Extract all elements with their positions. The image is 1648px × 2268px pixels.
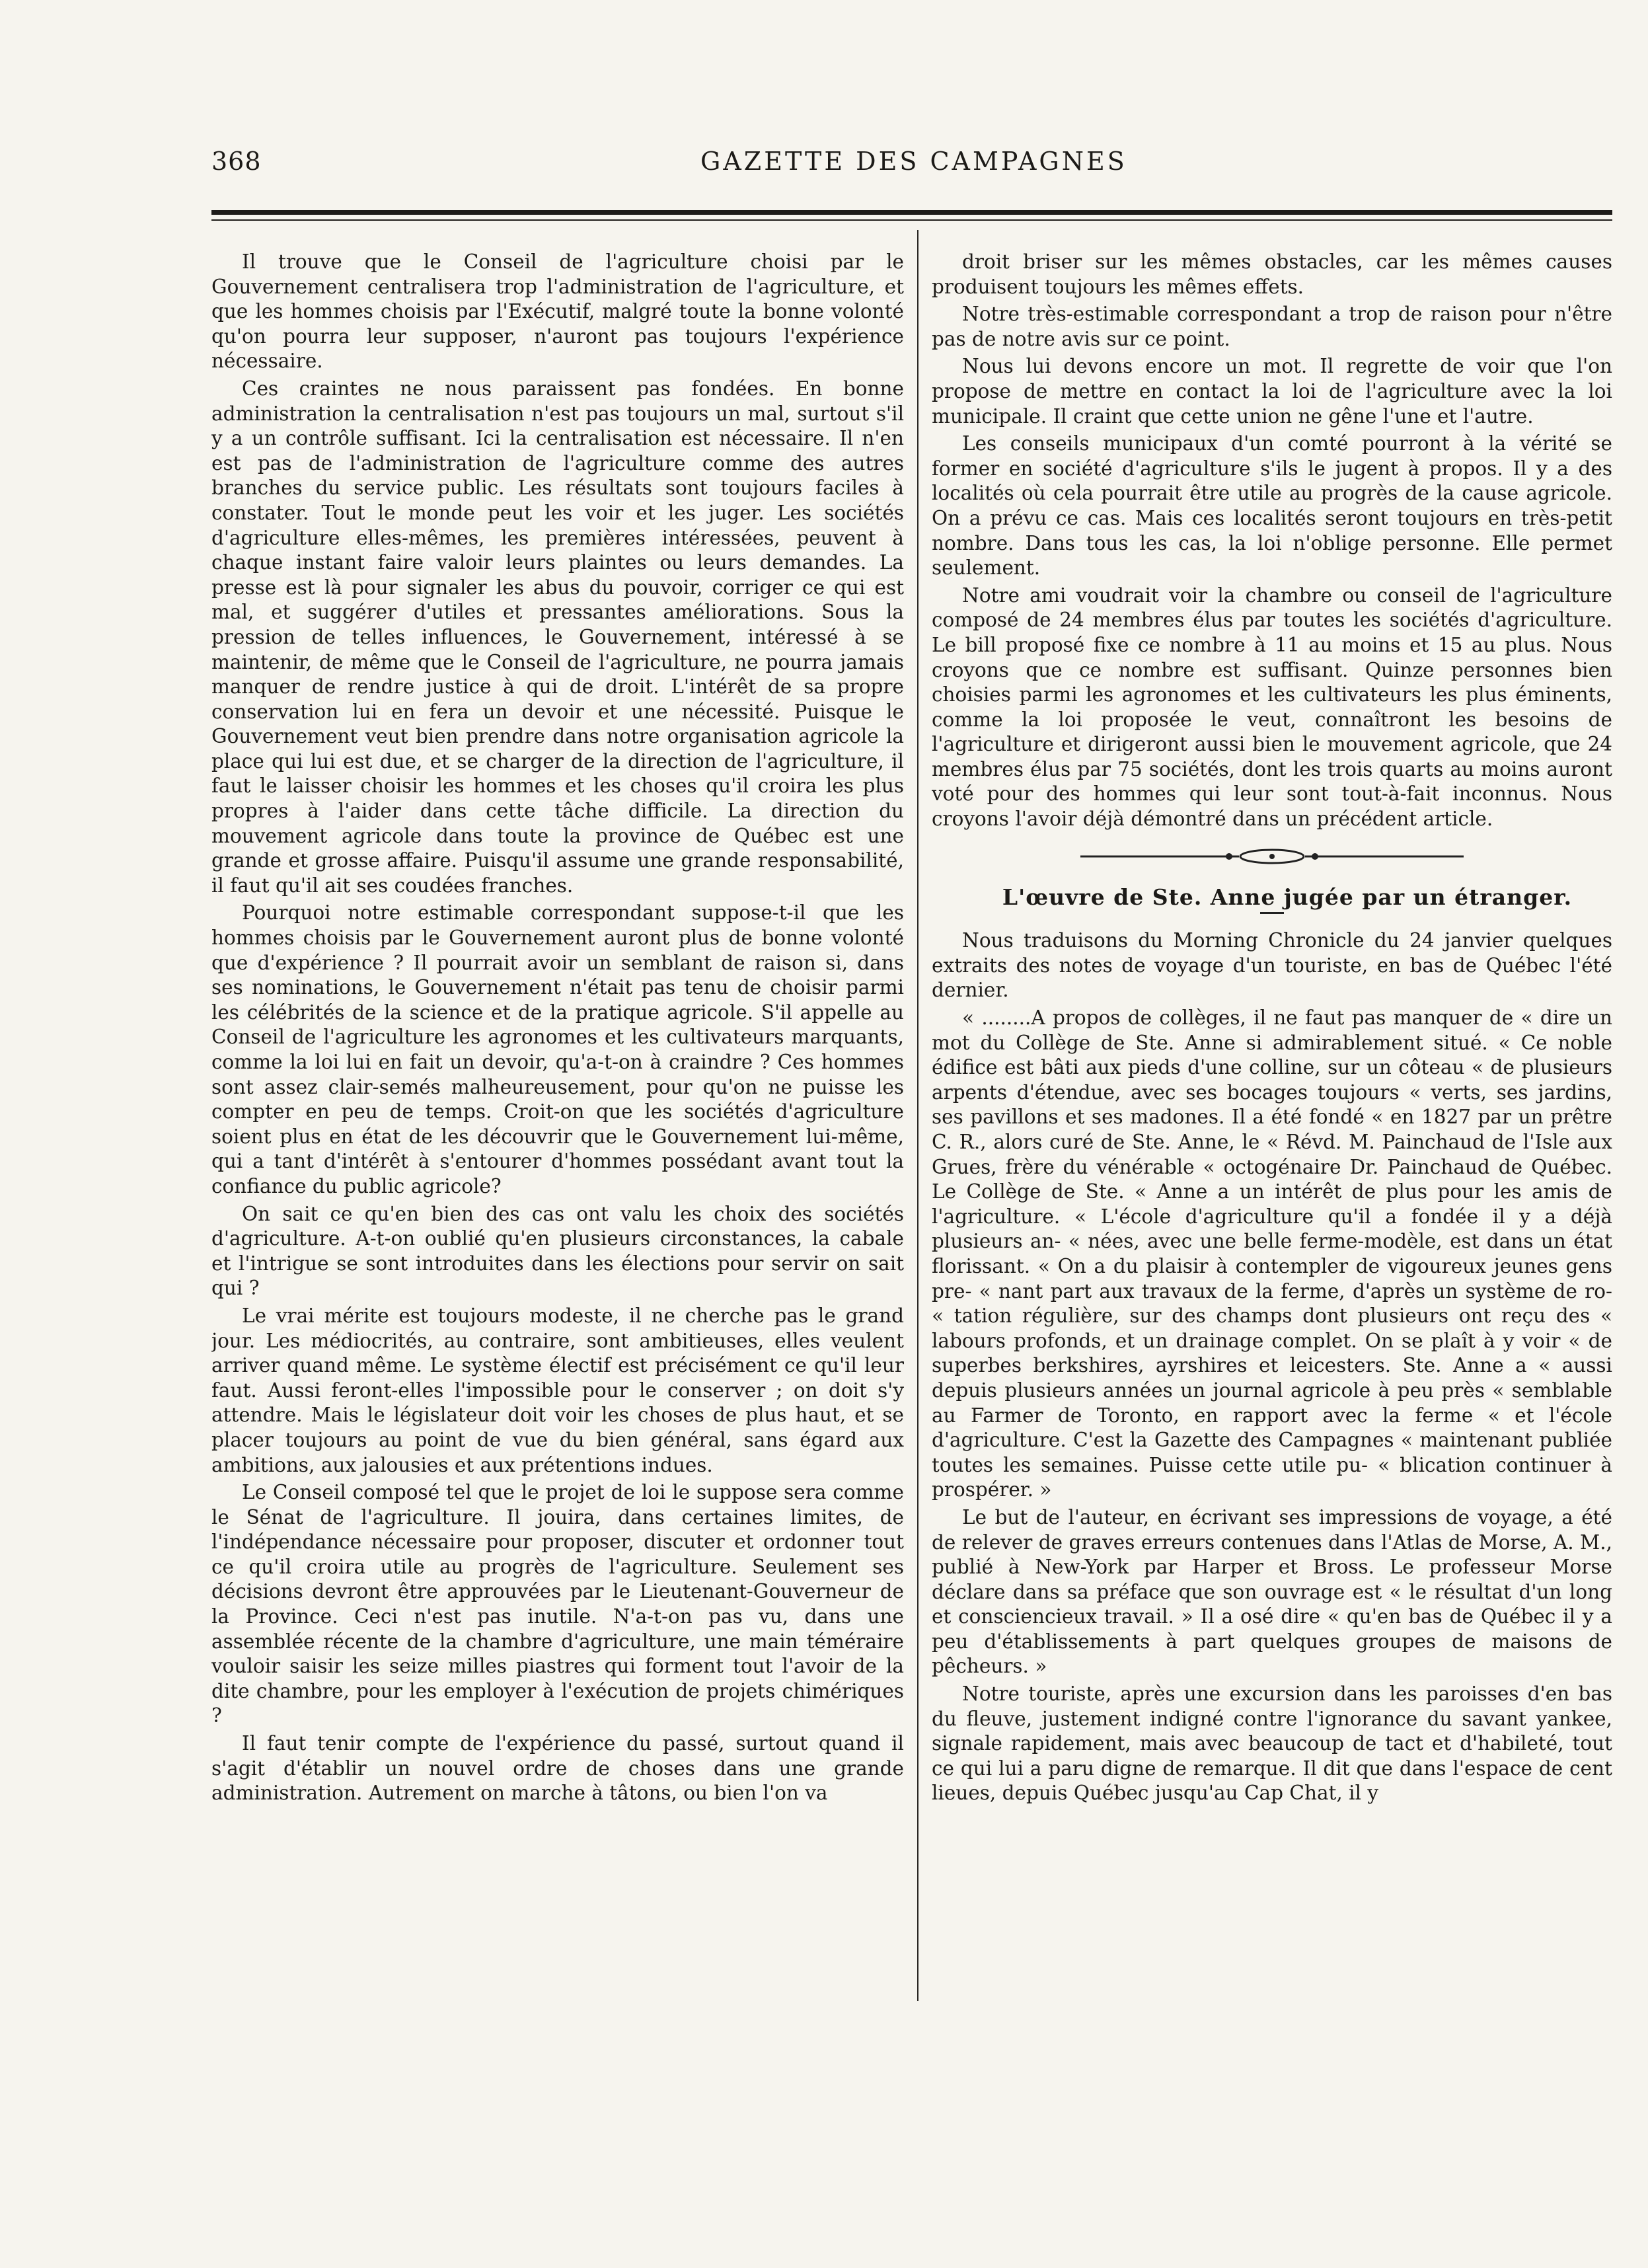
paragraph: Ces craintes ne nous paraissent pas fondées. En bonne administration la centralisation n'est pas toujours un mal, surtout s'il y a un contrôle suffisant. Ici la centralisation est nécessaire. Il n'en est pas de l'administration de l'agriculture comme des autres branches du service public. Les résultats sont toujours faciles à constater. Tout le monde peut les voir et les juger. Les sociétés d'agriculture elles-mêmes, les premières intéressées, peuvent à chaque instant faire valoir leurs plaintes ou leurs demandes. La presse est là pour signaler les abus du pouvoir, corriger ce qui est mal, et suggérer d'utiles et pressantes améliorations. Sous la pression de telles influences, le Gouvernement, intéressé à se maintenir, de même que le Conseil de l'agriculture, ne pourra jamais manquer de rendre justice à qui de droit. L'intérêt de sa propre conservation lui en fera un devoir et une nécessité. Puisque le Gouvernement veut bien prendre dans notre organisation agricole la place qui lui est due, et se charger de la direction de l'agriculture, il faut le laisser choisir les hommes et les choses qu'il croira les plus propres à l'aider dans cette tâche difficile. La direction du mouvement agricole dans toute la province de Québec est une grande et grosse affaire. Puisqu'il assume une grande responsabilité, il faut qu'il ait ses coudées franches. [211,377,904,897]
paragraph: Notre ami voudrait voir la chambre ou conseil de l'agriculture composé de 24 membres élus par toutes les sociétés d'agriculture. Le bill proposé fixe ce nombre à 11 au moins et 15 au plus. Nous croyons que ce nombre est suffisant. Quinze personnes bien choisies parmi les agronomes et les cultivateurs les plus éminents, comme la loi proposée le veut, connaîtront les besoins de l'agriculture et dirigeront aussi bien le mouvement agricole, que 24 membres élus par 75 sociétés, dont les trois quarts au moins auront voté pour des hommes qui leur sont tout-à-fait inconnus. Nous croyons l'avoir déjà démontré dans un précédent article. [932,584,1612,831]
quoted-paragraph: « ........A propos de collèges, il ne faut pas manquer de « dire un mot du Collège de Ste. Anne si admirablement situé. « Ce noble édifice est bâti aux pieds d'une colline, sur un côteau « de plusieurs arpents d'étendue, avec ses bocages toujours « verts, ses jardins, ses pavillons et ses madones. Il a été fondé « en 1827 par un prêtre C. R., alors curé de Ste. Anne, le « Révd. M. Painchaud de l'Isle aux Grues, frère du vénérable « octogénaire Dr. Painchaud de Québec. Le Collège de Ste. « Anne a un intérêt de plus pour les amis de l'agriculture. « L'école d'agriculture qu'il a fondée il y a déjà plusieurs an- « nées, avec une belle ferme-modèle, est dans un état florissant. « On a du plaisir à contempler de vigoureux jeunes gens pre- « nant part aux travaux de la ferme, d'après un système de ro- « tation régulière, sur des champs dont plusieurs ont reçu des « labours profonds, et un drainage complet. On se plaît à y voir « de superbes berkshires, ayrshires et leicesters. Ste. Anne a « aussi depuis plusieurs années un journal agricole à peu près « semblable au Farmer de Toronto, en rapport avec la ferme « et l'école d'agriculture. C'est la Gazette des Campagnes « maintenant publiée toutes les semaines. Puisse cette utile pu- « blication continuer à prospérer. » [932,1006,1612,1501]
section-heading: L'œuvre de Ste. Anne jugée par un étranger. [1002,884,1573,910]
paragraph: Notre touriste, après une excursion dans les paroisses d'en bas du fleuve, justement indigné contre l'ignorance du savant yankee, signale rapidement, mais avec beaucoup de tact et d'habileté, tout ce qui lui a paru digne de remarque. Il dit que dans l'espace de cent lieues, depuis Québec jusqu'au Cap Chat, il y [932,1682,1612,1805]
column-divider [917,230,918,2001]
paragraph: Nous traduisons du Morning Chronicle du 24 janvier quelques extraits des notes de voyage d'un touriste, en bas de Québec l'été dernier. [932,929,1612,1002]
header-rule-thin [211,219,1612,221]
paragraph: Notre très-estimable correspondant a trop de raison pour n'être pas de notre avis sur ce point. [932,303,1612,350]
ornamental-divider [1074,847,1470,866]
header-rule-thick [211,210,1612,215]
paragraph: droit briser sur les mêmes obstacles, car les mêmes causes produisent toujours les mêmes effets. [932,250,1612,298]
paragraph: Il faut tenir compte de l'expérience du passé, surtout quand il s'agit d'établir un nouvel ordre de choses dans une grande administration. Autrement on marche à tâtons, ou bien l'on va [211,1732,904,1805]
paragraph: Pourquoi notre estimable correspondant suppose-t-il que les hommes choisis par le Gouvernement auront plus de bonne volonté que d'expérience ? Il pourrait avoir un semblant de raison si, dans ses nominations, le Gouvernement n'était pas tenu de choisir parmi les célébrités de la science et de la pratique agricole. S'il appelle au Conseil de l'agriculture les agronomes et les cultivateurs marquants, comme la loi lui en fait un devoir, qu'a-t-on à craindre ? Ces hommes sont assez clair-semés malheureusement, pour qu'on ne puisse les compter en peu de temps. Croit-on que les sociétés d'agriculture soient plus en état de les découvrir que le Gouvernement lui-même, qui a tant d'intérêt à s'entourer d'hommes possédant avant tout la confiance du public agricole? [211,901,904,1197]
paragraph: Nous lui devons encore un mot. Il regrette de voir que l'on propose de mettre en contact la loi de l'agriculture avec la loi municipale. Il craint que cette union ne gêne l'une et l'autre. [932,355,1612,428]
paragraph: Le Conseil composé tel que le projet de loi le suppose sera comme le Sénat de l'agriculture. Il jouira, dans certaines limites, de l'indépendance nécessaire pour proposer, discuter et ordonner tout ce qu'il croira utile au progrès de l'agriculture. Seulement ses décisions devront être approuvées par le Lieutenant-Gouverneur de la Province. Ceci n'est pas inutile. N'a-t-on pas vu, dans une assemblée récente de la chambre d'agriculture, une main téméraire vouloir saisir les seize milles piastres qui forment tout l'avoir de la dite chambre, pour les employer à l'exécution de projets chimériques ? [211,1481,904,1727]
paragraph: Les conseils municipaux d'un comté pourront à la vérité se former en société d'agriculture s'ils le jugent à propos. Il y a des localités où cela pourrait être utile au progrès de la cause agricole. On a prévu ce cas. Mais ces localités seront toujours en très-petit nombre. Dans tous les cas, la loi n'oblige personne. Elle permet seulement. [932,432,1612,580]
paragraph: On sait ce qu'en bien des cas ont valu les choix des sociétés d'agriculture. A-t-on oublié qu'en plusieurs circonstances, la cabale et l'intrigue se sont introduites dans les élections pour servir on sait qui ? [211,1202,904,1300]
paragraph: Le vrai mérite est toujours modeste, il ne cherche pas le grand jour. Les médiocrités, au contraire, sont ambitieuses, elles veulent arriver quand même. Le système électif est précisément ce qu'il leur faut. Aussi feront-elles l'impossible pour le conserver ; on doit s'y attendre. Mais le législateur doit voir les choses de plus haut, et se placer toujours au point de vue du bien général, sans égard aux ambitions, aux jalousies et aux prétentions indues. [211,1304,904,1476]
page-header [211,147,1612,186]
running-title: GAZETTE DES CAMPAGNES [700,147,1127,176]
left-column [211,250,904,1994]
page-number: 368 [211,147,262,176]
right-column [932,250,1612,1994]
heading-dash [1260,912,1284,914]
paragraph: Le but de l'auteur, en écrivant ses impressions de voyage, a été de relever de graves erreurs contenues dans l'Atlas de Morse, A. M., publié à New-York par Harper et Bross. Le professeur Morse déclare dans sa préface que son ouvrage est « le résultat d'un long et consciencieux travail. » Il a osé dire « qu'en bas de Québec il y a peu d'établissements à part quelques groupes de maisons de pêcheurs. » [932,1505,1612,1678]
paragraph: Il trouve que le Conseil de l'agriculture choisi par le Gouvernement centralisera trop l'administration de l'agriculture, et que les hommes choisis par l'Exécutif, malgré toute la bonne volonté qu'on pourra leur supposer, n'auront pas toujours l'expérience nécessaire. [211,250,904,373]
